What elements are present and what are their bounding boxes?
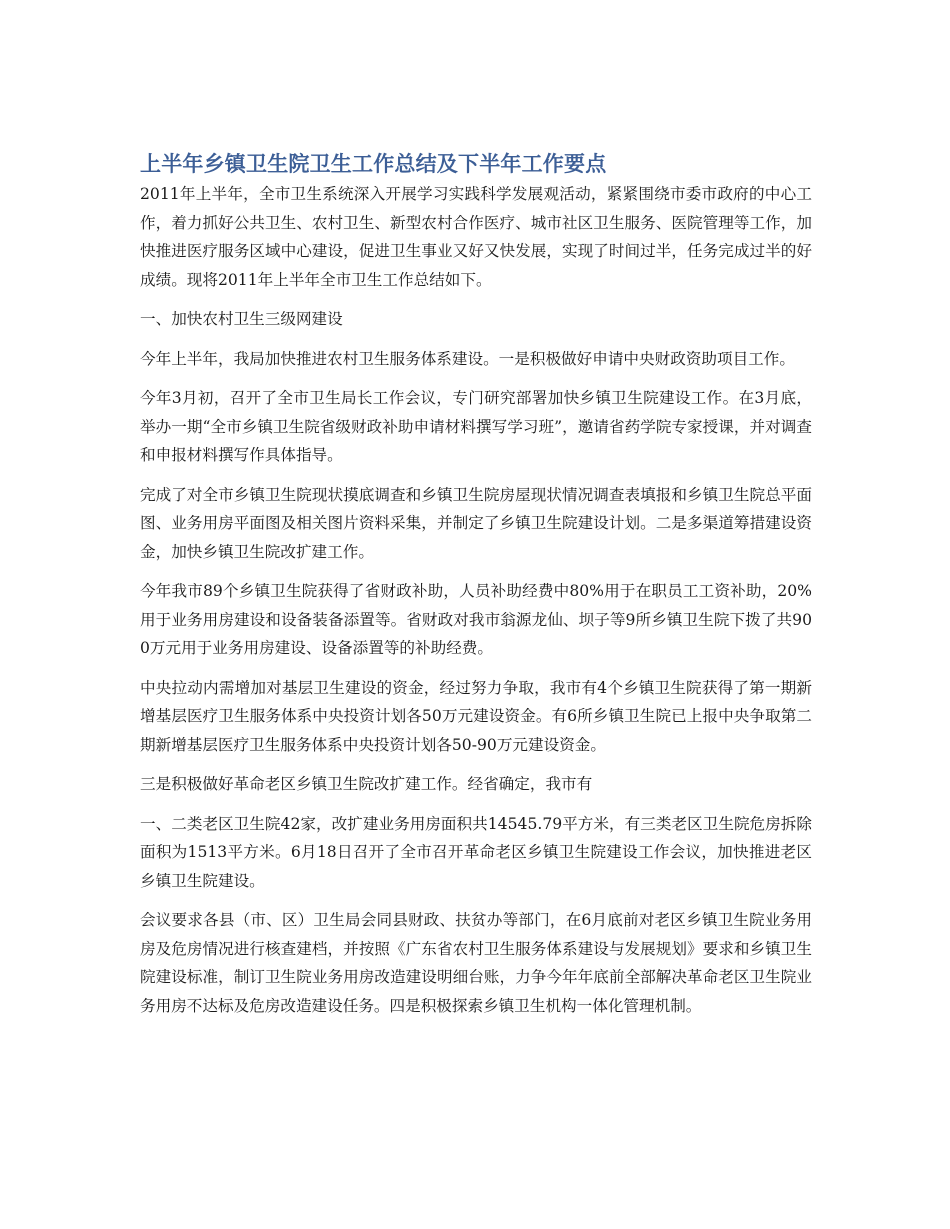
body-paragraph: 今年我市89个乡镇卫生院获得了省财政补助，人员补助经费中80%用于在职员工工资补助，20%用于业务用房建设和设备装备添置等。省财政对我市翁源龙仙、坝子等9所乡镇卫生院下拨了共900万元用于业务用房建设、设备添置等的补助经费。 [140, 582, 812, 657]
body-paragraph: 一、二类老区卫生院42家，改扩建业务用房面积共14545.79平方米，有三类老区卫生院危房拆除面积为1513平方米。6月18日召开了全市召开革命老区乡镇卫生院建设工作会议，加快推进老区乡镇卫生院建设。 [140, 814, 812, 890]
document-page [140, 148, 812, 1031]
body-paragraph: 中央拉动内需增加对基层卫生建设的资金，经过努力争取，我市有4个乡镇卫生院获得了第一期新增基层医疗卫生服务体系中央投资计划各50万元建设资金。有6所乡镇卫生院已上报中央争取第二期新增基层医疗卫生服务体系中央投资计划各50-90万元建设资金。 [140, 678, 812, 754]
body-paragraph: 今年3月初，召开了全市卫生局长工作会议，专门研究部署加快乡镇卫生院建设工作。在3月底，举办一期“全市乡镇卫生院省级财政补助申请材料撰写学习班”，邀请省药学院专家授课，并对调查和申报材料撰写作具体指导。 [140, 389, 812, 464]
body-paragraph: 今年上半年，我局加快推进农村卫生服务体系建设。一是积极做好申请中央财政资助项目工作。 [140, 349, 795, 368]
section-heading: 一、加快农村卫生三级网建设 [140, 310, 343, 328]
body-paragraph: 三是积极做好革命老区乡镇卫生院改扩建工作。经省确定，我市有 [140, 775, 593, 793]
document-title: 上半年乡镇卫生院卫生工作总结及下半年工作要点 [140, 152, 607, 176]
body-paragraph: 会议要求各县（市、区）卫生局会同县财政、扶贫办等部门，在6月底前对老区乡镇卫生院业务用房及危房情况进行核查建档，并按照《广东省农村卫生服务体系建设与发展规划》要求和乡镇卫生院建设标准，制订卫生院业务用房改造建设明细台账，力争今年年底前全部解决革命老区卫生院业务用房不达标及危房改造建设任务。四是积极探索乡镇卫生机构一体化管理机制。 [140, 911, 812, 1015]
body-paragraph: 完成了对全市乡镇卫生院现状摸底调查和乡镇卫生院房屋现状情况调查表填报和乡镇卫生院总平面图、业务用房平面图及相关图片资料采集，并制定了乡镇卫生院建设计划。二是多渠道筹措建设资金，加快乡镇卫生院改扩建工作。 [140, 485, 812, 561]
intro-paragraph: 2011年上半年，全市卫生系统深入开展学习实践科学发展观活动，紧紧围绕市委市政府的中心工作，着力抓好公共卫生、农村卫生、新型农村合作医疗、城市社区卫生服务、医院管理等工作，加快推进医疗服务区域中心建设，促进卫生事业又好又快发展，实现了时间过半，任务完成过半的好成绩。现将2011年上半年全市卫生工作总结如下。 [140, 185, 812, 289]
